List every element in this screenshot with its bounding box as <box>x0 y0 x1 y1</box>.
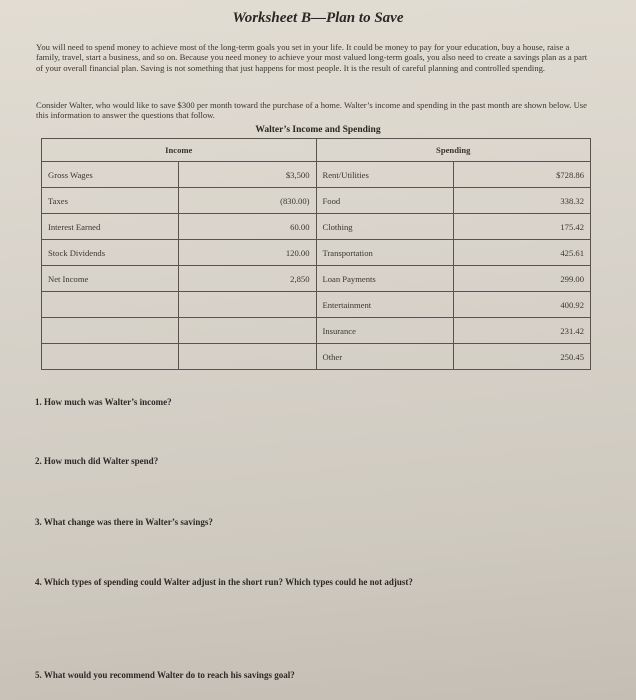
income-value <box>179 318 316 344</box>
table-title: Walter’s Income and Spending <box>255 125 381 135</box>
income-label: Interest Earned <box>42 214 179 240</box>
table-row <box>42 240 591 266</box>
table-row <box>42 188 591 214</box>
table-row <box>42 318 591 344</box>
spending-value: 425.61 <box>453 240 590 266</box>
table-row <box>42 344 591 370</box>
worksheet-title: Worksheet B—Plan to Save <box>232 10 404 26</box>
table-row <box>42 266 591 292</box>
question-4: 4. Which types of spending could Walter adjust in the short run? Which types could he not adjust? <box>35 577 413 587</box>
income-header: Income <box>42 139 317 162</box>
spending-label: Food <box>316 188 453 214</box>
spending-value: 175.42 <box>453 214 590 240</box>
table-header-row <box>42 139 591 162</box>
income-spending-table <box>41 138 591 370</box>
spending-label: Loan Payments <box>316 266 453 292</box>
question-3: 3. What change was there in Walter’s savings? <box>35 517 213 527</box>
income-label <box>42 318 179 344</box>
income-label: Net Income <box>42 266 179 292</box>
spending-value: 299.00 <box>453 266 590 292</box>
question-2: 2. How much did Walter spend? <box>35 456 159 466</box>
spending-label: Clothing <box>316 214 453 240</box>
income-label <box>42 344 179 370</box>
income-value: 120.00 <box>179 240 316 266</box>
spending-value: $728.86 <box>453 162 590 188</box>
income-label: Stock Dividends <box>42 240 179 266</box>
spending-label: Entertainment <box>316 292 453 318</box>
spending-label: Other <box>316 344 453 370</box>
table-row <box>42 292 591 318</box>
table-row <box>42 214 591 240</box>
income-value: 2,850 <box>179 266 316 292</box>
spending-label: Insurance <box>316 318 453 344</box>
income-value: $3,500 <box>179 162 316 188</box>
income-label: Gross Wages <box>42 162 179 188</box>
question-1: 1. How much was Walter’s income? <box>35 397 172 407</box>
spending-value: 400.92 <box>453 292 590 318</box>
spending-value: 338.32 <box>453 188 590 214</box>
table-row <box>42 162 591 188</box>
income-value <box>179 344 316 370</box>
scenario-paragraph: Consider Walter, who would like to save $300 per month toward the purchase of a home. Walter’s income and spending in the past month are shown below. Use this information to answer the questions that follow. <box>36 100 587 121</box>
income-value: (830.00) <box>179 188 316 214</box>
income-label: Taxes <box>42 188 179 214</box>
income-value: 60.00 <box>179 214 316 240</box>
spending-value: 231.42 <box>453 318 590 344</box>
question-5: 5. What would you recommend Walter do to reach his savings goal? <box>35 670 295 680</box>
spending-label: Rent/Utilities <box>316 162 453 188</box>
spending-label: Transportation <box>316 240 453 266</box>
spending-header: Spending <box>316 139 591 162</box>
income-label <box>42 292 179 318</box>
intro-paragraph: You will need to spend money to achieve most of the long-term goals you set in your life. It could be money to pay for your education, buy a house, raise a family, travel, start a business, and so on. Because you need money to achieve your most valued long-term goals, you also need to create a savings plan as a part of your overall financial plan. Saving is not something that just happens for most people. It is the result of careful planning and controlled spending. <box>36 42 588 73</box>
income-value <box>179 292 316 318</box>
spending-value: 250.45 <box>453 344 590 370</box>
